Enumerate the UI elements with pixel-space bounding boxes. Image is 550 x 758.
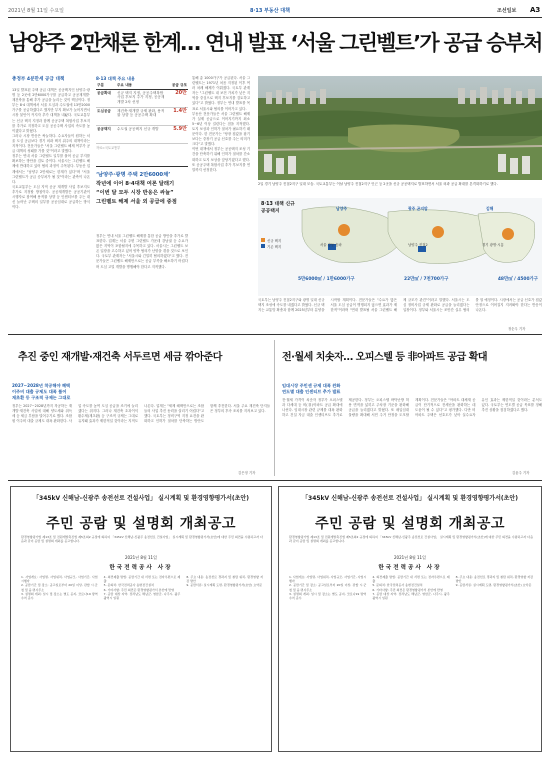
table-header-content: 주요 내용	[117, 83, 133, 87]
table-row-value: 20만	[175, 89, 187, 96]
notice-date: 2021년 8월 11일	[394, 555, 426, 560]
notice-body: 환경영향평가법 제13조 및 전원개발촉진법 제5조의2 규정에 의하여 「345kV 신해남-신광주 송전선로 건설사업」 실시계획 및 환경영향평가서(초안)에 대한 주민 의견을 수렴하고자 다음과 같이 공람 및 설명회 개최를 공고합니다.	[21, 535, 263, 543]
table-source: 자료=국토교통부	[96, 145, 121, 150]
table-header-label: 구분	[97, 83, 104, 87]
table-title: 8·13 대책 주요 내용	[96, 76, 135, 81]
map-stats	[298, 276, 538, 282]
notice-details: 1. 사업개요: 사업명, 사업위치, 사업규모, 사업기간, 사업시행자 2. 공람기간 및 장소: 공고일로부터 20일 이상, 관할 시·군청 및 읍·면사무소 3. 설명회 개최: 일시 및 장소는 별도 공지, 코로나19 방역 수칙 준수 4. 의견제출 방법: 공람기간 내 서면 또는 전자우편으로 제출 5. 문의처: 한국전력공사 송변전건설처 6. 기타사항: 주민 의견은 환경영향평가서 본안에 반영 7. 공람 대상 지역: 전라남도 해남군, 영암군, 나주시, 광주광역시 일원 8. 주요 내용: 송전선로 경과지 및 철탑 위치, 환경영향 저감 방안 9. 공람서류: 실시계획 도면, 환경영향평가서(초안) 요약문	[289, 575, 533, 601]
policy-table	[96, 76, 188, 160]
table-header-value: 공급 규모	[171, 83, 187, 87]
aerial-photo-image	[258, 76, 542, 180]
map-stat: 5만6000㎡ / 1만6000가구	[298, 277, 355, 282]
notice-title: 주민 공람 및 설명회 개최공고	[46, 516, 236, 532]
page-number: A3	[530, 6, 541, 14]
table-row-label: 공급확대	[97, 90, 111, 95]
section-divider	[8, 334, 542, 335]
map-legend	[261, 238, 281, 250]
table-row-content: 신규 택지 지정, 공공주택복합사업 후보지 추가 지정, 공공재개발 2차 선정	[117, 90, 165, 104]
legend-item	[261, 244, 281, 250]
section-title: 8·13 부동산 대책	[250, 8, 290, 14]
notice-date: 2021년 8월 11일	[125, 555, 157, 560]
page-header	[8, 6, 542, 16]
map-image	[298, 202, 538, 272]
table-header-row	[96, 82, 188, 90]
map-label: 광주 곤지암	[408, 206, 428, 211]
left-column-heading: 총정부 4분만세 공급 대책	[12, 77, 65, 82]
article-byline: 정순우 기자	[508, 327, 526, 331]
table-row-label: 공공택지	[97, 126, 111, 131]
notice-top-line: 「345kV 신해남-신광주 송전선로 건설사업」 실시계획 및 환경영향평가서(초안)	[302, 495, 518, 502]
table-row-content: 수도권 공공택지 신규 개발	[117, 126, 159, 131]
lower-left-subheads	[12, 383, 70, 401]
table-row	[96, 108, 188, 126]
notice-body: 환경영향평가법 제13조 및 전원개발촉진법 제5조의2 규정에 의하여 「345kV 신해남-신광주 송전선로 건설사업」 실시계획 및 환경영향평가서(초안)에 대한 주민 의견을 수렴하고자 다음과 같이 공람 및 설명회 개최를 공고합니다.	[289, 535, 533, 543]
lower-right-subhead: 연도별 대출 인센티브 추가 발표	[282, 389, 341, 394]
map-label: 남양주	[336, 206, 348, 211]
map-graphic	[258, 198, 542, 296]
lower-right-headline: 전·월세 치솟자… 오피스텔 등 非아파트 공급 확대	[282, 352, 488, 363]
public-notice-left	[10, 486, 272, 752]
main-article-lower-body: 국토부는 남양주 진접2지구와 광명 일대 신규 택지 조성에 속도를 내겠다고 밝혔다. 신규 택지는 교통망 확충과 함께 2025년부터 분양을 시작할 계획이다. 전문가들은 "수요가 많은 서울 도심 공급이 병행되지 않으면 효과가 제한적"이라며 "연내 발표될 서울 그린벨트 해제 규모가 관건"이라고 말했다. 서울시는 도심 정비사업 규제 완화로 공급을 늘리겠다는 입장이다. 정부와 서울시는 조만간 실무 협의를 열 예정이다. 시장에서는 공급 신호가 집값 안정으로 이어질지 지켜봐야 한다는 반응이 나온다.	[258, 298, 542, 313]
table-row	[96, 90, 188, 108]
notice-organization: 한국전력공사 사장	[109, 565, 173, 571]
table-row-content: 재건축·재개발 규제 완화, 용적률 상향 등 공공주택 확대	[117, 108, 165, 118]
right-column-body: 통해 총 1000가구가 공급된다. 서울 그린벨트는 1971년 처음 지정된 이후 여러 차례 해제가 이뤄졌다. 국토부 관계자는 "그린벨트 내 보전 가치가 낮은 지역을 중심으로 택지 후보지를 검토하고 있다"고 밝혔다. 정부는 연내 발표를 목표로 서울시와 협의를 이어가고 있다. 부동산 전문가들은 서울 그린벨트 해제가 실제 공급으로 이어지기까지 최소 5~6년 이상 걸린다는 점을 지적했다. 토지 보상과 인허가 절차가 필요하기 때문이다. 한 전문가는 "당장 집값을 잡기보다는 중장기 공급 신호를 주는 의미가 크다"고 말했다. 이번 대책에서 정부는 공공택지 조성 기간을 단축하기 위해 인허가 절차를 간소화하고 토지 보상을 앞당기겠다고 했다. 또 공공주택 복합사업 추가 후보지를 연말까지 선정한다.	[192, 76, 250, 172]
lower-left-subhead: 이주비 대출 규제도 대폭 풀어	[12, 389, 67, 394]
pull-quote	[96, 166, 188, 230]
aerial-photo	[258, 76, 542, 180]
legend-label: 기존 택지	[267, 245, 282, 249]
page-date: 2021년 8월 11일 수요일	[8, 8, 65, 14]
lower-right-byline: 김윤주 기자	[512, 471, 530, 475]
lower-column-divider	[274, 340, 275, 476]
table-row-value: 5.9만	[173, 125, 187, 132]
pull-quote-line: ‘남양주·광명 주택 2만6000채’	[96, 172, 171, 178]
map-label: 남양주 진접2	[408, 243, 428, 247]
main-headline: 남양주 2만채론 한계… 연내 발표 ‘서울 그린벨트’가 공급 승부처	[8, 31, 542, 55]
middle-column-body: 정부는 연내 서울 그린벨트 해제를 통한 공급 방안을 추가로 발표한다. 업계는 서울 주변 그린벨트 가운데 강남권 등 수요가 많은 지역이 포함될지에 주목하고 있다. 서울시는 그린벨트 보존 입장을 고수하고 있어 양측 협의가 난항을 겪을 것으로 보인다. 국토부 관계자는 "서울시와 긴밀히 협의하겠다"고 했다. 전문가들은 그린벨트 해제만으로는 공급 부족을 해소하기 어렵다며 도심 고밀 개발을 병행해야 한다고 지적했다.	[96, 234, 188, 269]
lower-left-headline: 추진 중인 재개발·재건축 서두르면 세금 깎아준다	[18, 352, 223, 363]
lower-right-subheads	[282, 383, 382, 395]
ad-section-divider	[8, 480, 542, 481]
notice-top-line: 「345kV 신해남-신광주 송전선로 건설사업」 실시계획 및 환경영향평가서(초안)	[33, 495, 249, 502]
lower-left-subhead: 2027~2028년 착공해야 혜택	[12, 383, 71, 388]
photo-caption: 2일 경기 남양주 진접2지구 일대 모습. 국토교통부는 이날 남양주 진접2지구 인근 등 2곳을 신규 공공택지로 발표하면서 서울 외곽 공급 확대를 본격화하기로 했다.	[258, 182, 498, 186]
table-row	[96, 126, 188, 144]
map-title: 8·13 대책 신규 공공택지	[261, 202, 295, 214]
lower-left-subhead: 재초환 등 구조적 규제는 그대로	[12, 395, 71, 400]
lower-left-body: 정부는 2027~2028년까지 착공하는 재개발·재건축 사업에 대해 양도세와 취득세 등 세금 부담을 덜어주기로 했다. 조합원 이주비 대출 규제도 대폭 완화한다. 사업 속도를 높여 도심 공급을 조기에 늘리겠다는 취지다. 그러나 재건축 초과이익환수제(재초환) 등 구조적 규제는 그대로 유지돼 효과가 제한적일 것이라는 지적도 나온다. 업계는 "세제 혜택만으로는 조합들의 사업 추진 동력을 살리기 어렵다"고 했다. 국토부는 정비구역 지정 요건을 완화하고 인허가 절차를 단축하는 방안도 함께 추진한다. 서울 주요 재건축 단지들은 정부의 후속 조치를 지켜보고 있다.	[12, 404, 270, 424]
pull-quote-line: “이번 달 모두 시장 반응은 싸늘”	[96, 190, 174, 196]
map-stat: 22만㎡ / 7천700가구	[404, 277, 449, 282]
notice-details: 1. 사업개요: 사업명, 사업위치, 사업규모, 사업기간, 사업시행자 2. 공람기간 및 장소: 공고일로부터 20일 이상, 관할 시·군청 및 읍·면사무소 3. 설명회 개최: 일시 및 장소는 별도 공지, 코로나19 방역 수칙 준수 4. 의견제출 방법: 공람기간 내 서면 또는 전자우편으로 제출 5. 문의처: 한국전력공사 송변전건설처 6. 기타사항: 주민 의견은 환경영향평가서 본안에 반영 7. 공람 대상 지역: 전라남도 해남군, 영암군, 나주시, 광주광역시 일원 8. 주요 내용: 송전선로 경과지 및 철탑 위치, 환경영향 저감 방안 9. 공람서류: 실시계획 도면, 환경영향평가서(초안) 요약문	[21, 575, 263, 601]
map-label: 서울 강동·송파	[320, 243, 342, 247]
map-label: 김해	[486, 206, 494, 211]
pull-quote-line: 작년에 이어 8·4대책 여론 달래기	[96, 181, 175, 187]
newspaper-name: 조선일보	[497, 8, 517, 14]
map-stat: 48만㎡ / 4500가구	[497, 277, 538, 282]
table-row-value: 1.4만	[173, 107, 187, 114]
left-column-body: 13일 발표된 주택 공급 대책은 공공택지인 남양주·광명 등 2곳에 2만6000가구를 공급하고 공공재개발·재건축을 통해 추가 공급을 늘리는 것이 핵심이다. 정부는 8·4 대책에서 서울 도심과 수도권에 13만2000가구를 공급하겠다고 했지만 부지 확보가 늦어지면서 시장 불안이 커지자 추가 대책을 내놨다. 국토교통부는 신규 택지 지정과 함께 공공주택 복합사업 후보지를 추가로 지정하고 도심 공공주택 사업의 속도를 높이겠다고 밝혔다. 그러나 시장 반응은 싸늘하다. 수요자들이 원하는 서울 도심 공급보다 경기 외곽 택지 위주의 대책이라는 지적이다. 전문가들은 "서울 그린벨트 해제 여부가 공급 대책의 성패를 가를 것"이라고 말했다. 정부는 연내 서울 그린벨트 일부를 풀어 공급 부지를 확보하는 방안을 검토 중이다. 서울시는 그린벨트 해제에 반대하고 있어 협의 과정이 주목된다. 부동산 업계에서는 "남양주 2만채로는 한계가 있다"며 "서울 그린벨트가 공급 승부처가 될 것"이라는 관측이 나온다. 국토교통부는 도심 지역 공공 재개발 사업 후보지도 추가로 지정할 방침이다. 공공재개발은 공공기관이 시행자로 참여해 용적률 상향 등 인센티브를 주는 대신 늘어난 주택의 일부를 공공임대로 공급하는 방식이다.	[12, 88, 90, 210]
pull-quote-line: 그린벨트 해제 서울 외 공급에 중점	[96, 199, 177, 205]
notice-organization: 한국전력공사 사장	[378, 565, 442, 571]
lower-right-body: 전·월세 가격이 치솟자 정부가 오피스텔과 다세대 등 비(非)아파트 공급 확대에 나선다. 임대시장 관련 규제를 대폭 완화하고 건설 자금 대출 인센티브도 추가로 제공한다. 정부는 오피스텔 바닥난방 허용 면적을 넓히고 주차장 기준을 완화해 공급을 늘리겠다고 밝혔다. 또 매입임대 물량을 확대해 서민 주거 안정을 도모할 계획이다. 전문가들은 "아파트 대체재 공급이 단기적으로 전세난을 완화하는 데 도움이 될 수 있다"고 평가했다. 다만 비아파트 주택은 선호도가 낮아 실수요자 유인 효과는 제한적일 것이라는 분석도 있다. 국토부는 연도별 공급 목표를 정해 추진 상황을 점검하겠다고 했다.	[282, 398, 542, 418]
lower-right-subhead: 임대시장 주민센 규제 대폭 완화	[282, 383, 341, 388]
table-row-label: 도심공급	[97, 108, 111, 113]
public-notice-right	[278, 486, 542, 752]
lower-left-byline: 김은정 기자	[238, 471, 256, 475]
map-label: 경기 광명·시흥	[482, 243, 504, 247]
header-rule	[8, 17, 542, 18]
legend-label: 신규 택지	[267, 239, 282, 243]
notice-title: 주민 공람 및 설명회 개최공고	[315, 516, 505, 532]
